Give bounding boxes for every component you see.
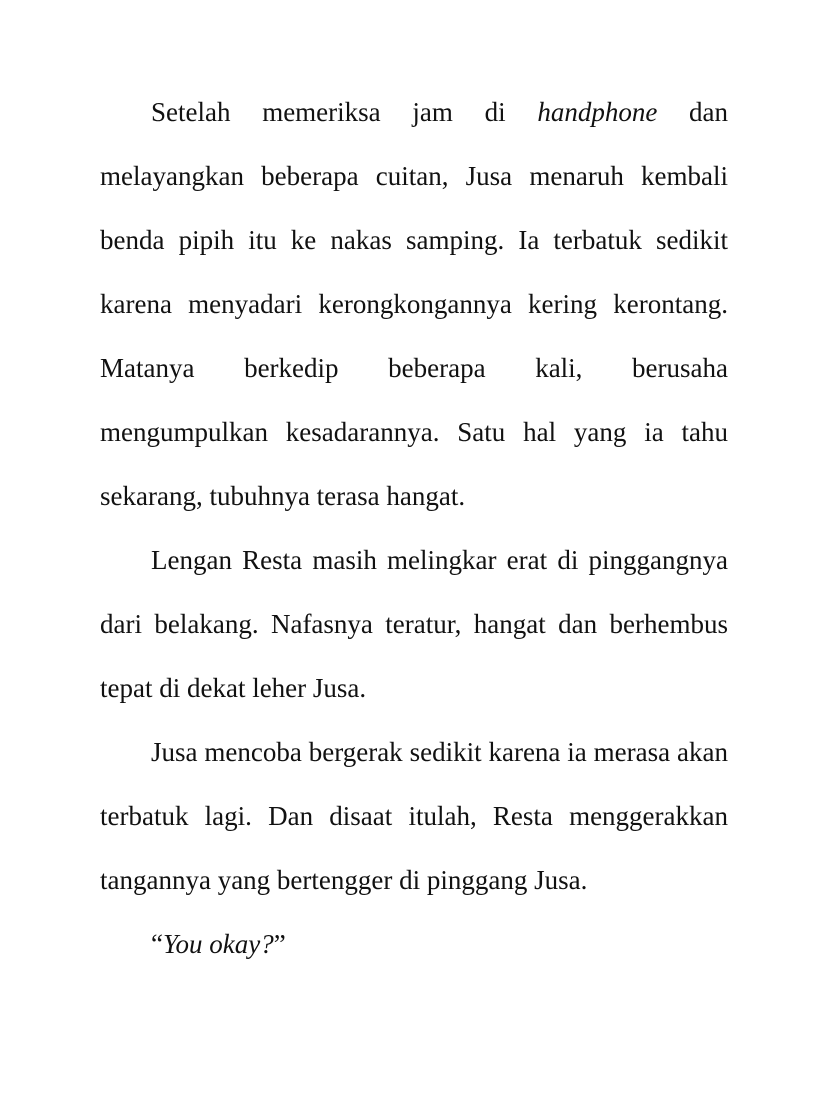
close-quote: ” [273,929,286,959]
dialogue-italic-text: You okay? [162,929,274,959]
document-page [100,80,728,976]
paragraph-1-text-start: Setelah memeriksa jam di [151,97,538,127]
open-quote: “ [151,929,163,959]
paragraph-1 [100,80,728,528]
paragraph-2: Lengan Resta masih melingkar erat di pinggangnya dari belakang. Nafasnya teratur, hangat dan berhembus tepat di dekat leher Jusa. [100,545,728,703]
paragraph-1-text-end: dan melayangkan beberapa cuitan, Jusa menaruh kembali benda pipih itu ke nakas samping. Ia terbatuk sedikit karena menyadari kerongkongannya kering kerontang. Matanya berkedip beberapa kali, berusaha mengumpulkan kesadarannya. Satu hal yang ia tahu sekarang, tubuhnya terasa hangat. [100,97,729,511]
dialogue-line [100,912,728,976]
paragraph-3: Jusa mencoba bergerak sedikit karena ia merasa akan terbatuk lagi. Dan disaat itulah, Resta menggerakkan tangannya yang bertengger di pinggang Jusa. [100,737,728,895]
paragraph-1-italic-word: handphone [537,97,658,127]
